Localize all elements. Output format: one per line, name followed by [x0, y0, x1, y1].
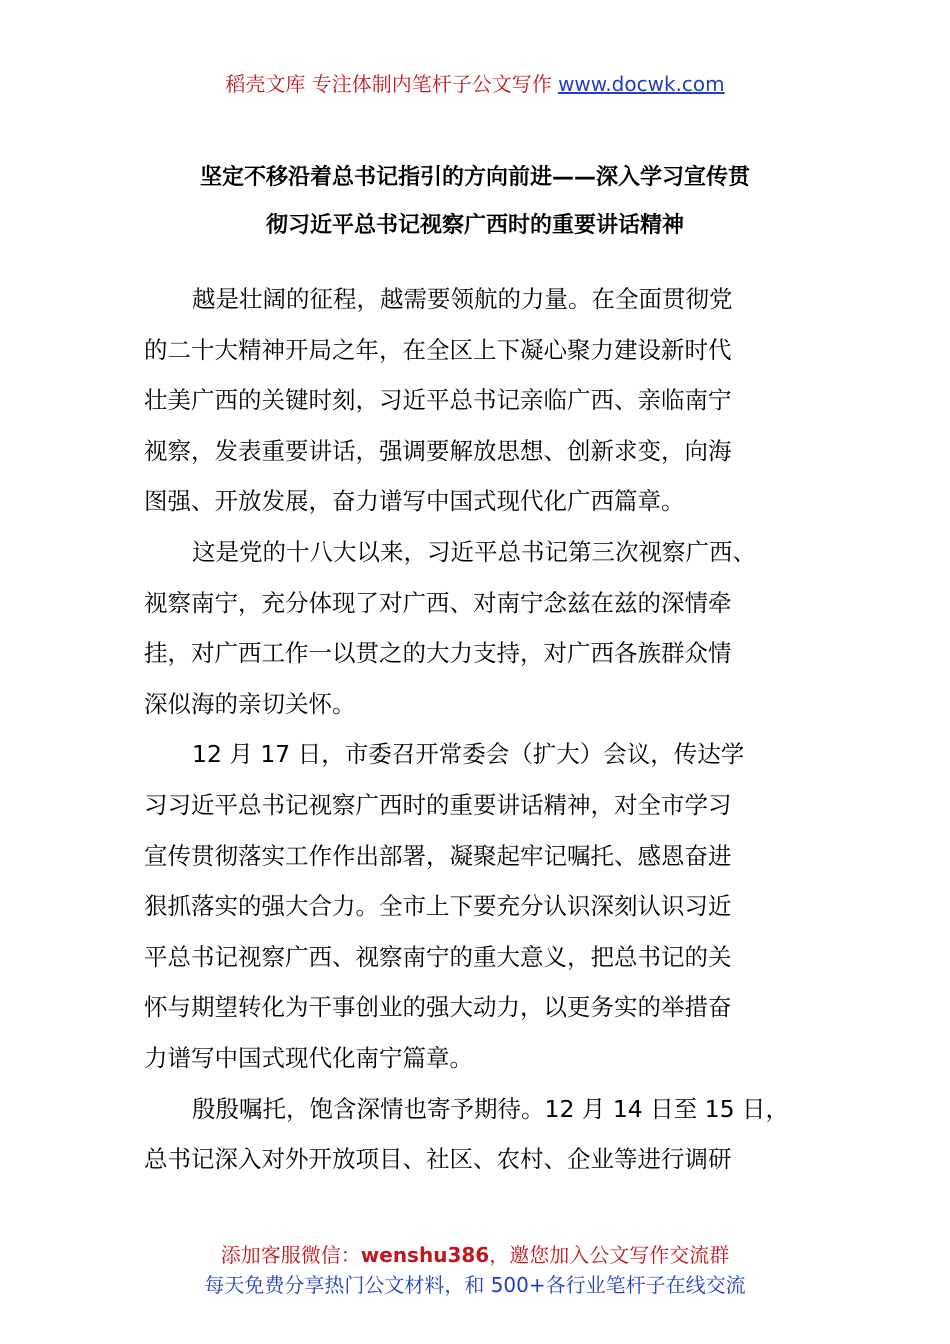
body-line: 狠抓落实的强大合力。全市上下要充分认识深刻认识习近	[144, 892, 732, 921]
body-line: 平总书记视察广西、视察南宁的重大意义，把总书记的关	[144, 942, 732, 971]
body-line: 怀与期望转化为干事创业的强大动力，以更务实的举措奋	[144, 993, 732, 1022]
page-footer	[0, 1240, 950, 1300]
body-line: 12 月 17 日，市委召开常委会（扩大）会议，传达学	[192, 740, 745, 769]
footer-promo-line: 每天免费分享热门公文材料，和 500+各行业笔杆子在线交流	[204, 1273, 746, 1297]
document-body	[144, 274, 834, 1185]
header-brand-text: 稻壳文库 专注体制内笔杆子公文写作	[225, 72, 552, 96]
wechat-id: wenshu386	[360, 1243, 490, 1267]
body-line: 深似海的亲切关怀。	[144, 689, 356, 718]
body-line: 总书记深入对外开放项目、社区、农村、企业等进行调研	[144, 1145, 732, 1174]
body-line: 宣传贯彻落实工作作出部署，凝聚起牢记嘱托、感恩奋进	[144, 841, 732, 870]
body-line: 视察，发表重要讲话，强调要解放思想、创新求变，向海	[144, 436, 732, 465]
body-line: 图强、开放发展，奋力谱写中国式现代化广西篇章。	[144, 487, 685, 516]
body-line: 习习近平总书记视察广西时的重要讲话精神，对全市学习	[144, 790, 732, 819]
body-line: 壮美广西的关键时刻，习近平总书记亲临广西、亲临南宁	[144, 386, 732, 415]
page-header	[0, 70, 950, 98]
body-line: 挂，对广西工作一以贯之的大力支持，对广西各族群众情	[144, 639, 732, 668]
body-line: 视察南宁，充分体现了对广西、对南宁念兹在兹的深情牵	[144, 588, 732, 617]
body-line: 殷殷嘱托，饱含深情也寄予期待。12 月 14 日至 15 日，	[192, 1094, 790, 1123]
body-line: 力谱写中国式现代化南宁篇章。	[144, 1043, 473, 1072]
header-url-link[interactable]: www.docwk.com	[558, 72, 725, 96]
title-line: 彻习近平总书记视察广西时的重要讲话精神	[265, 213, 684, 238]
title-line: 坚定不移沿着总书记指引的方向前进——深入学习宣传贯	[199, 165, 750, 190]
footer-prefix: 添加客服微信：	[220, 1243, 361, 1267]
footer-contact-line	[0, 1240, 950, 1270]
body-line: 这是党的十八大以来，习近平总书记第三次视察广西、	[192, 537, 756, 566]
body-line: 的二十大精神开局之年，在全区上下凝心聚力建设新时代	[144, 335, 732, 364]
footer-suffix: ，邀您加入公文写作交流群	[489, 1243, 730, 1267]
document-title	[100, 154, 850, 250]
body-line: 越是壮阔的征程，越需要领航的力量。在全面贯彻党	[192, 285, 733, 313]
